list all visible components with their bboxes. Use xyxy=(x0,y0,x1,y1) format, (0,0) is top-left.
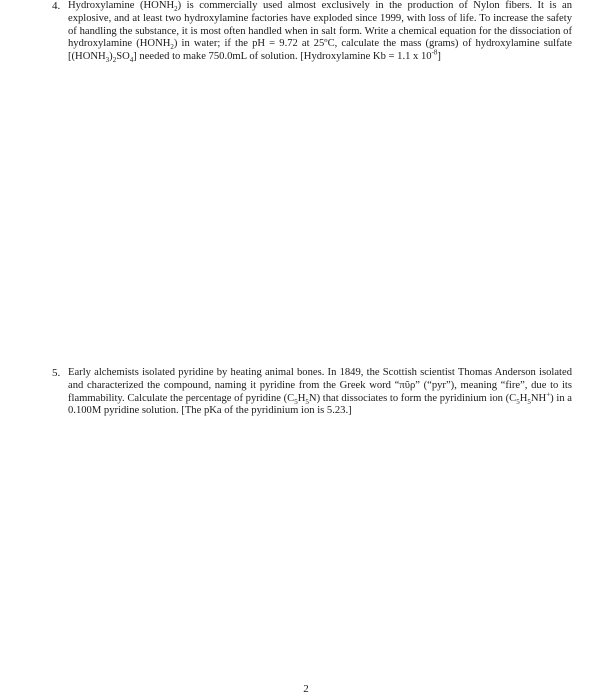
question-5 xyxy=(52,367,572,418)
text-run: ) in a 0.100M pyridine solution. [The pKa of the pyridinium ion is 5.23.] xyxy=(68,392,572,417)
text-run: ] needed to make 750.0mL of solution. [Hydroxylamine Kb = 1.1 x 10 xyxy=(133,51,432,63)
subscript: 4 xyxy=(129,56,134,65)
subscript: 3 xyxy=(105,56,110,65)
text-run: Hydroxylamine (HONH xyxy=(68,0,175,11)
text-run: ) is commercially used almost exclusively in the production of Nylon fibers. It is an explosive, and at least two hydroxylamine factories have exploded since 1999, with loss of life. To increase the safety of handling the substance, it is most often handled when in salt form. Write a chemical equation for the dissociation of hydroxylamine (HONH xyxy=(68,0,572,50)
text-run: ) xyxy=(109,51,113,63)
question-text xyxy=(68,0,572,64)
subscript: 5 xyxy=(516,397,520,406)
question-4 xyxy=(52,0,572,64)
subscript: 5 xyxy=(294,397,298,406)
text-run: N) that dissociates to form the pyridinium ion (C xyxy=(308,392,517,404)
question-text xyxy=(68,367,572,418)
text-run: H xyxy=(297,392,306,404)
text-run: ] xyxy=(437,51,441,63)
page-number: 2 xyxy=(303,683,309,695)
subscript: 2 xyxy=(170,43,174,52)
question-number: 5. xyxy=(52,367,61,379)
subscript: 5 xyxy=(305,397,309,406)
text-run: Early alchemists isolated pyridine by heating animal bones. In 1849, the Scottish scientist Thomas Anderson isolated and characterized the compound, naming it pyridine from the Greek word “πῦρ” (“pyr”), meaning “fire”, due to its flammability. Calculate the percentage of pyridine (C xyxy=(68,367,572,404)
superscript: + xyxy=(546,390,551,399)
subscript: 2 xyxy=(174,5,178,14)
question-number: 4. xyxy=(52,0,61,12)
superscript: -8 xyxy=(431,48,438,57)
text-run: ) in water; if the pH = 9.72 at 25ºC, calculate the mass (grams) of hydroxylamine sulfate [(HONH xyxy=(68,38,572,63)
subscript: 5 xyxy=(527,397,531,406)
text-run: H xyxy=(519,392,528,404)
subscript: 2 xyxy=(112,56,117,65)
text-run: SO xyxy=(116,51,130,63)
text-run: NH xyxy=(530,392,547,404)
